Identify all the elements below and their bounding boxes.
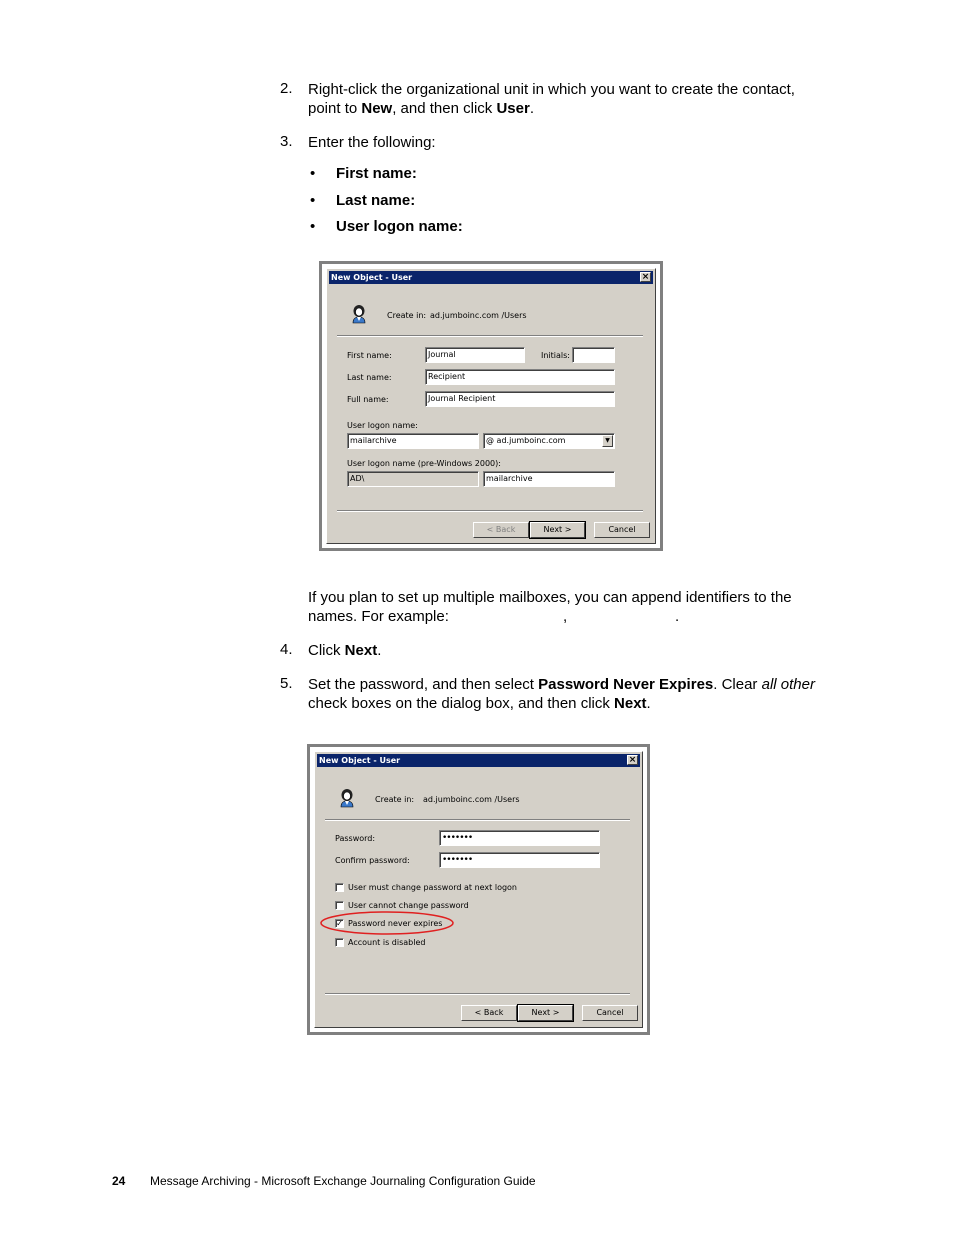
- step-text-part: Set the password, and then select: [308, 676, 539, 693]
- next-button[interactable]: Next >: [518, 1005, 573, 1021]
- step-text-bold: Next: [344, 642, 378, 659]
- step-text-part: .: [646, 695, 651, 712]
- last-name-field[interactable]: Recipient: [425, 369, 615, 385]
- step-text-part: Right-click the organizational unit in which you want to create the contact, point to: [308, 81, 795, 117]
- separator: [337, 510, 643, 512]
- step-number: 3.: [280, 133, 293, 150]
- back-button[interactable]: < Back: [473, 522, 529, 538]
- dialog-window: [314, 751, 643, 1028]
- step-text-bold: New: [361, 100, 393, 117]
- separator: [325, 993, 630, 995]
- note-comma: ,: [563, 608, 568, 625]
- highlight-ellipse: [319, 910, 455, 936]
- dialog-title: New Object - User: [319, 756, 401, 765]
- step-text-part: .: [377, 642, 382, 659]
- step-text-part: .: [529, 100, 534, 117]
- close-button[interactable]: ×: [641, 272, 650, 282]
- logon-name-label: User logon name:: [347, 421, 418, 430]
- step-text: [308, 641, 381, 660]
- user-icon: [350, 304, 368, 324]
- note-line-2: names. For example:: [308, 608, 449, 625]
- password-label: Password:: [335, 834, 376, 843]
- step-number: 2.: [280, 80, 293, 97]
- cancel-button[interactable]: Cancel: [594, 522, 650, 538]
- step-number: 4.: [280, 641, 293, 658]
- bullet-label: Last name:: [336, 192, 416, 209]
- cancel-button[interactable]: Cancel: [582, 1005, 638, 1021]
- step-text-bold: Next: [614, 695, 647, 712]
- step-text: [308, 675, 848, 713]
- step-text: [308, 80, 828, 118]
- logon-name-field[interactable]: mailarchive: [347, 433, 479, 449]
- dialog-titlebar: [317, 754, 640, 767]
- bullet-mark: •: [310, 165, 316, 182]
- create-in-value: ad.jumboinc.com /Users: [423, 795, 520, 804]
- create-in-label: Create in:: [375, 795, 415, 804]
- checkbox-label: Account is disabled: [348, 938, 426, 947]
- first-name-field[interactable]: Journal: [425, 347, 525, 363]
- bullet-label: First name:: [336, 165, 417, 182]
- dialog-titlebar: [329, 271, 653, 284]
- note-line-1: If you plan to set up multiple mailboxes, you can append identifiers to the: [308, 589, 792, 606]
- page-number: 24: [112, 1174, 126, 1188]
- pre2000-logon-field[interactable]: mailarchive: [483, 471, 615, 487]
- domain-value: @ ad.jumboinc.com: [486, 436, 566, 445]
- bullet-item: [336, 217, 463, 236]
- separator: [325, 819, 630, 821]
- step-text-part: , and then click: [392, 100, 497, 117]
- dialog-window: [326, 268, 656, 544]
- step-text: Enter the following:: [308, 134, 436, 151]
- create-in-value: ad.jumboinc.com /Users: [430, 311, 527, 320]
- step-text-part: Click: [308, 642, 345, 659]
- initials-field[interactable]: [572, 347, 615, 363]
- first-name-label: First name:: [347, 351, 392, 360]
- close-button[interactable]: ×: [628, 755, 637, 765]
- initials-label: Initials:: [541, 351, 570, 360]
- user-icon: [338, 788, 356, 808]
- step-text-part: . Clear: [713, 676, 762, 693]
- step-number: 5.: [280, 675, 293, 692]
- checkbox-label: Password never expires: [348, 919, 443, 928]
- checkbox-label: User must change password at next logon: [348, 883, 518, 892]
- dialog-screenshot-new-user: [319, 261, 663, 551]
- step-text-part: check boxes on the dialog box, and then click: [308, 695, 615, 712]
- password-field[interactable]: •••••••: [439, 830, 600, 846]
- checkbox-never-expires[interactable]: ✓: [336, 919, 343, 928]
- chevron-down-icon[interactable]: ▼: [602, 435, 613, 447]
- bullet-mark: •: [310, 218, 316, 235]
- pre2000-domain-field: AD\: [347, 471, 479, 487]
- bullet-mark: •: [310, 192, 316, 209]
- footer-title: Message Archiving - Microsoft Exchange Journaling Configuration Guide: [150, 1174, 536, 1188]
- checkbox-must-change[interactable]: [335, 883, 344, 892]
- bullet-label: User logon name:: [336, 218, 463, 235]
- checkbox-account-disabled[interactable]: [335, 938, 344, 947]
- confirm-password-label: Confirm password:: [335, 856, 410, 865]
- back-button[interactable]: < Back: [461, 1005, 517, 1021]
- confirm-password-field[interactable]: •••••••: [439, 852, 600, 868]
- checkbox-cannot-change[interactable]: [335, 901, 344, 910]
- full-name-label: Full name:: [347, 395, 389, 404]
- pre2000-label: User logon name (pre-Windows 2000):: [347, 459, 501, 468]
- checkbox-label: User cannot change password: [348, 901, 469, 910]
- note-period: .: [675, 608, 680, 625]
- next-button[interactable]: Next >: [530, 522, 585, 538]
- step-text-bold: Password Never Expires: [538, 676, 714, 693]
- step-text-bold: User: [496, 100, 530, 117]
- create-in-label: Create in:: [387, 311, 427, 320]
- step-text-italic: all other: [761, 676, 815, 693]
- bullet-item: [336, 164, 417, 183]
- dialog-screenshot-password: [307, 744, 650, 1035]
- dialog-title: New Object - User: [331, 273, 413, 282]
- bullet-item: [336, 191, 415, 210]
- last-name-label: Last name:: [347, 373, 392, 382]
- domain-select[interactable]: [483, 433, 615, 449]
- full-name-field[interactable]: Journal Recipient: [425, 391, 615, 407]
- separator: [337, 335, 643, 337]
